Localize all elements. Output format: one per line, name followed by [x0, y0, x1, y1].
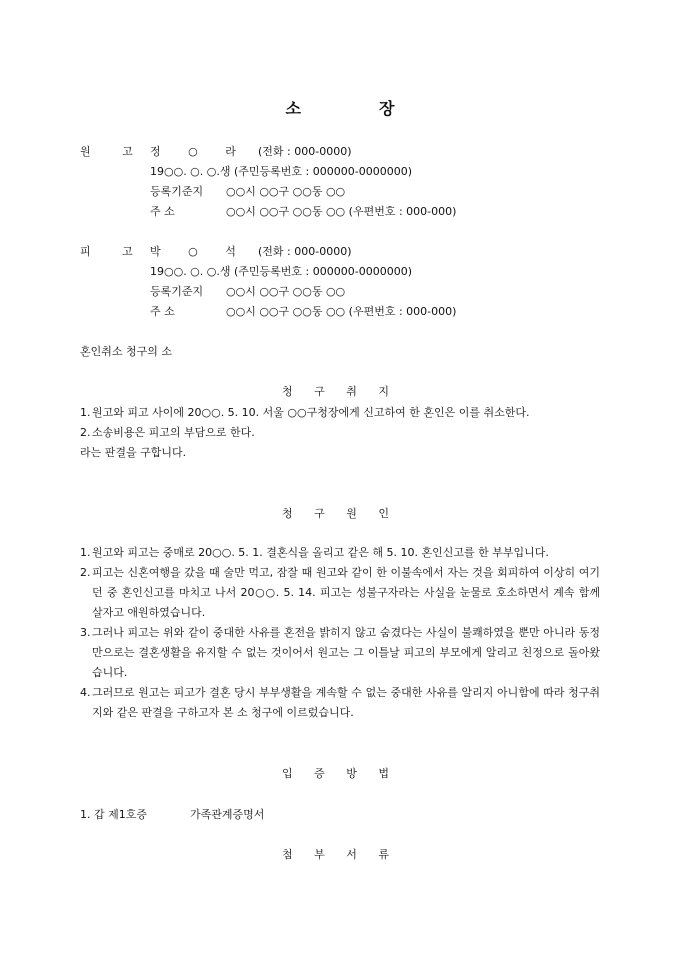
defendant-birth: 19○○. ○. ○.생 (주민등록번호 : 000000-0000000)	[150, 265, 412, 278]
plaintiff-name: 정 ○ 라	[150, 145, 248, 158]
item-number: 1.	[80, 546, 91, 559]
claim-purpose-heading: 청 구 취 지	[282, 385, 398, 398]
defendant-address-label: 주 소	[150, 305, 175, 318]
item-number: 2.	[80, 566, 91, 579]
attachments-heading: 첨 부 서 류	[282, 848, 398, 861]
item-number: 2.	[80, 426, 91, 439]
case-name: 혼인취소 청구의 소	[80, 345, 173, 358]
evidence-value: 가족관계증명서	[190, 808, 265, 821]
item-text: 그러나 피고는 위와 같이 중대한 사유를 혼전을 밝히지 않고 숨겼다는 사실이 불쾌하였을 뿐만 아니라 동정만으로는 결혼생활을 유지할 수 없는 것이어서 원고는 그 이틀날 피고의 부모에게 알리고 친정으로 돌아왔습니다.	[92, 626, 600, 679]
item-number: 1.	[80, 406, 91, 419]
plaintiff-registry-label: 등록기준지	[150, 185, 204, 198]
item-text: 소송비용은 피고의 부담으로 한다.	[92, 426, 255, 439]
defendant-registry-value: ○○시 ○○구 ○○동 ○○	[226, 285, 346, 298]
plaintiff-registry-value: ○○시 ○○구 ○○동 ○○	[226, 185, 346, 198]
list-item	[80, 423, 600, 443]
evidence-heading: 입 증 방 법	[282, 767, 398, 780]
item-number: 4.	[80, 686, 91, 699]
list-item	[80, 623, 600, 683]
item-text: 그러므로 원고는 피고가 결혼 당시 부부생활을 계속할 수 없는 중대한 사유를 알리지 아니함에 따라 청구취지와 같은 판결을 구하고자 본 소 청구에 이르렀습니다.	[92, 686, 600, 719]
defendant-name: 박 ○ 석	[150, 245, 248, 258]
list-item	[80, 683, 600, 723]
plaintiff-role: 원 고	[80, 145, 147, 158]
defendant-phone: (전화 : 000-0000)	[258, 245, 352, 258]
evidence-number: 1.	[80, 808, 91, 821]
plaintiff-birth: 19○○. ○. ○.생 (주민등록번호 : 000000-0000000)	[150, 165, 412, 178]
item-text: 원고와 피고는 중매로 20○○. 5. 1. 결혼식을 올리고 같은 해 5. 10. 혼인신고를 한 부부입니다.	[92, 546, 549, 559]
title-left: 소	[285, 99, 301, 118]
item-number: 3.	[80, 626, 91, 639]
list-item	[80, 543, 600, 563]
title-right: 장	[379, 99, 395, 118]
plaintiff-address-label: 주 소	[150, 205, 175, 218]
list-item	[80, 563, 600, 623]
defendant-registry-label: 등록기준지	[150, 285, 204, 298]
plaintiff-address-value: ○○시 ○○구 ○○동 ○○ (우편번호 : 000-000)	[226, 205, 457, 218]
claim-cause-heading: 청 구 원 인	[282, 507, 398, 520]
item-text: 원고와 피고 사이에 20○○. 5. 10. 서울 ○○구청장에게 신고하여 한 혼인은 이를 취소한다.	[92, 406, 530, 419]
claim-cause-list	[80, 543, 600, 723]
claim-purpose-closing: 라는 판결을 구합니다.	[80, 446, 187, 459]
claim-purpose-list	[80, 403, 600, 463]
list-item	[80, 403, 600, 423]
defendant-role: 피 고	[80, 245, 147, 258]
plaintiff-phone: (전화 : 000-0000)	[258, 145, 352, 158]
document-title	[0, 96, 680, 119]
item-text: 피고는 신혼여행을 갔을 때 술만 먹고, 잠잘 때 원고와 같이 한 이불속에서 자는 것을 회피하여 이상히 여기던 중 혼인신고를 마치고 나서 20○○. 5. 14. 피고는 성불구자라는 사실을 눈물로 호소하면서 계속 함께 살자고 애원하였습니다.	[92, 566, 600, 619]
evidence-label: 갑 제1호증	[94, 808, 147, 821]
defendant-address-value: ○○시 ○○구 ○○동 ○○ (우편번호 : 000-000)	[226, 305, 457, 318]
